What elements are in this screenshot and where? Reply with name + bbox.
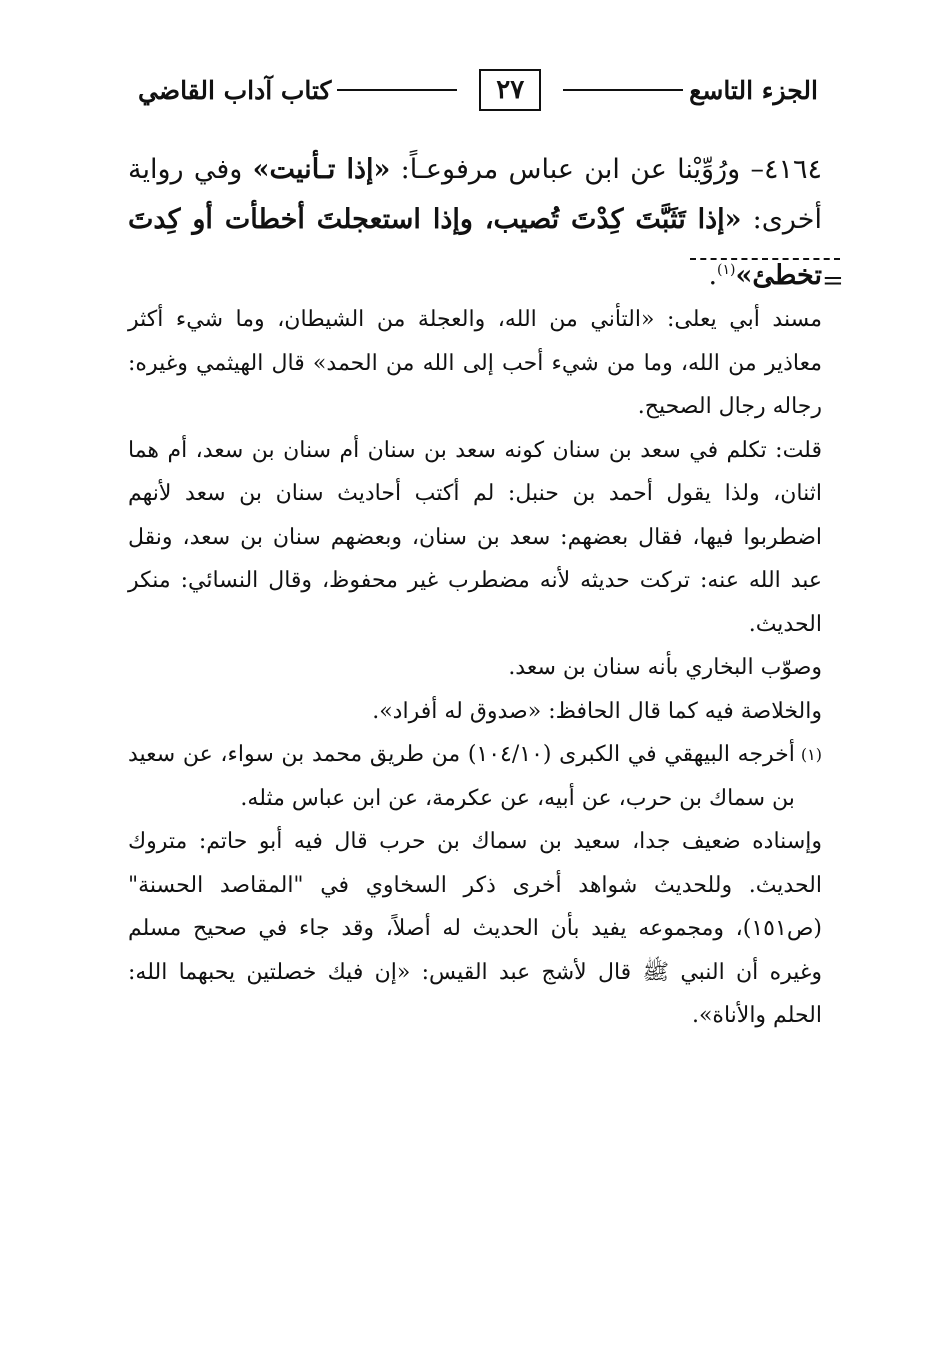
header-rule	[563, 89, 683, 91]
quote-second: «إذا تَثَبَّتَ كِدْتَ تُصيب، وإذا استعجلتَ أخطأت أو كِدتَ تخطئ»	[128, 204, 822, 291]
main-text	[128, 145, 822, 301]
footnote-1	[128, 733, 822, 820]
page-header	[138, 62, 818, 118]
footnote-paragraph: وإسناده ضعيف جدا، سعيد بن سماك بن حرب قال فيه أبو حاتم: متروك الحديث. وللحديث شواهد أخرى ذكر السخاوي في "المقاصد الحسنة" (ص١٥١)، ومجموعه يفيد بأن الحديث له أصلاً، وقد جاء في صحيح مسلم وغيره أن النبي ﷺ قال لأشج عبد القيس: «إن فيك خصلتين يحبهما الله: الحلم والأناة».	[128, 829, 822, 1028]
book-title: كتاب آداب القاضي	[138, 75, 332, 105]
footnote-text: أخرجه البيهقي في الكبرى (١٠٤/١٠) من طريق محمد بن سواء، عن سعيد بن سماك بن حرب، عن أبيه، عن عكرمة، عن ابن عباس مثله.	[128, 742, 795, 811]
quote-first: «إذا تـأنيت»	[252, 154, 391, 185]
footnote-ref: (١)	[717, 262, 736, 278]
main-intro: ٤١٦٤– ورُوِّيْنا عن ابن عباس مرفوعـاً:	[390, 154, 822, 185]
main-end: .	[708, 260, 718, 291]
note-paragraph: مسند أبي يعلى: «التأني من الله، والعجلة من الشيطان، وما شيء أكثر معاذير من الله، وما من شيء أحب إلى الله من الحمد» قال الهيثمي وغيره: رجاله رجال الصحيح.	[128, 307, 822, 419]
note-paragraph: والخلاصة فيه كما قال الحافظ: «صدوق له أفراد».	[372, 698, 822, 724]
page-number: ٢٧	[479, 69, 541, 111]
continuation-mark: =	[822, 266, 844, 296]
footnote-separator	[690, 258, 840, 260]
header-left	[138, 76, 463, 105]
footnote-marker: (١)	[800, 745, 822, 764]
main-mid: وفي رواية أخرى:	[128, 154, 822, 235]
note-paragraph: وصوّب البخاري بأنه سنان بن سعد.	[508, 655, 822, 680]
header-rule	[337, 89, 457, 91]
notes-section	[128, 298, 822, 1038]
header-right	[557, 76, 818, 105]
part-title: الجزء التاسع	[689, 75, 818, 105]
note-paragraph: قلت: تكلم في سعد بن سنان كونه سعد بن سنان أم سنان بن سعد، أم هما اثنان، ولذا يقول أحمد بن حنبل: لم أكتب أحاديث سنان بن سعد لأنهم اضطربوا فيها، فقال بعضهم: سعد بن سنان، وبعضهم سنان بن سعد، ونقل عبد الله عنه: تركت حديثه لأنه مضطرب غير محفوظ، وقال النسائي: منكر الحديث.	[128, 437, 822, 637]
